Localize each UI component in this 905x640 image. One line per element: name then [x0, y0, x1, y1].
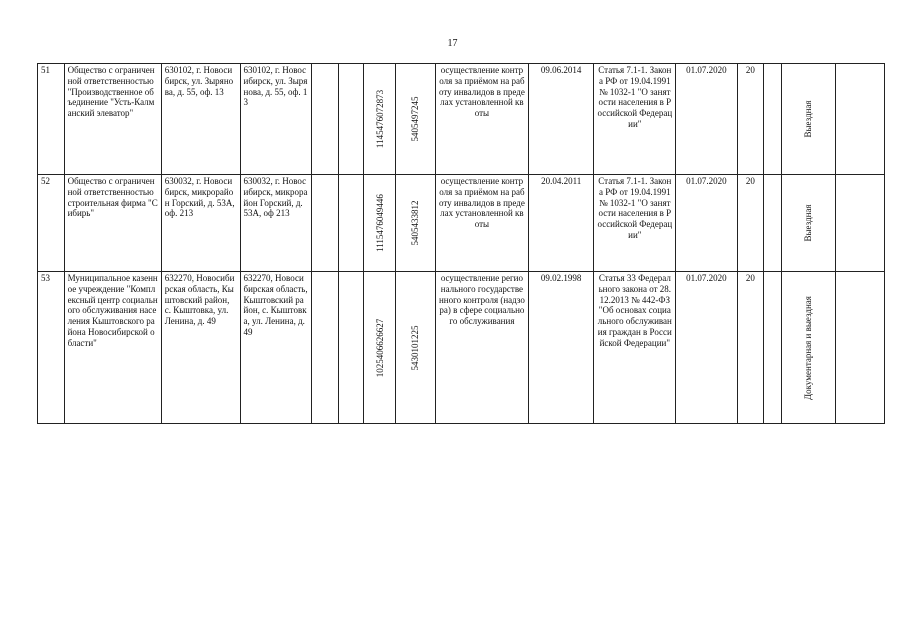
empty-cell	[835, 64, 884, 175]
inn-value: 5405497245	[410, 96, 421, 142]
inn-value: 5405433812	[410, 200, 421, 246]
row-number: 53	[38, 272, 65, 424]
inn-cell	[395, 175, 435, 272]
empty-cell	[312, 272, 339, 424]
organization-name: Муниципальное казенное учреждение "Комплексный центр социального обслуживания населения Кыштовского района Новосибирской области"	[64, 272, 161, 424]
start-date: 01.07.2020	[676, 175, 737, 272]
start-date: 01.07.2020	[676, 272, 737, 424]
empty-cell	[338, 272, 364, 424]
legal-address: 630102, г. Новосибирск, ул. Зырянова, д. 55, оф. 13	[161, 64, 240, 175]
table-row	[38, 175, 885, 272]
work-days: 20	[737, 272, 764, 424]
actual-address: 630032, г. Новосибирск, микрорайон Горский, д. 53А, оф 213	[240, 175, 312, 272]
ogrn-cell	[364, 64, 396, 175]
start-date: 01.07.2020	[676, 64, 737, 175]
inspection-form: Документарная и выездная	[803, 295, 814, 400]
ogrn-value: 1145476072873	[374, 89, 385, 149]
inspection-form: Выездная	[803, 204, 814, 242]
ogrn-cell	[364, 272, 396, 424]
ogrn-value: 1025406626627	[374, 318, 385, 377]
inspection-plan-table	[37, 63, 885, 424]
inn-value: 5430101225	[410, 325, 421, 370]
empty-cell	[764, 64, 781, 175]
inspection-purpose: осуществление контроля за приёмом на работу инвалидов в пределах установленной квоты	[435, 64, 528, 175]
actual-address: 632270, Новосибирская область, Кыштовский район, с. Кыштовка, ул. Ленина, д. 49	[240, 272, 312, 424]
table-row	[38, 64, 885, 175]
legal-basis: Статья 7.1-1. Закона РФ от 19.04.1991 № 1032-1 "О занятости населения в Российской Федерации"	[594, 64, 676, 175]
inspection-form: Выездная	[803, 100, 814, 138]
work-days: 20	[737, 64, 764, 175]
work-days: 20	[737, 175, 764, 272]
inspection-form-cell	[781, 272, 835, 424]
inspection-purpose: осуществление контроля за приёмом на работу инвалидов в пределах установленной квоты	[435, 175, 528, 272]
legal-basis: Статья 7.1-1. Закона РФ от 19.04.1991 № 1032-1 "О занятости населения в Российской Федерации"	[594, 175, 676, 272]
ogrn-cell	[364, 175, 396, 272]
empty-cell	[764, 175, 781, 272]
empty-cell	[835, 272, 884, 424]
table-row	[38, 272, 885, 424]
legal-basis: Статья 33 Федерального закона от 28.12.2013 № 442-ФЗ "Об основах социального обслуживания граждан в Российской Федерации"	[594, 272, 676, 424]
ogrn-value: 1115476049446	[374, 194, 385, 252]
organization-name: Общество с ограниченной ответственностью "Производственное объединение "Усть-Калманский элеватор"	[64, 64, 161, 175]
organization-name: Общество с ограниченной ответственностью строительная фирма "Сибирь"	[64, 175, 161, 272]
registration-date: 09.06.2014	[528, 64, 593, 175]
registration-date: 20.04.2011	[528, 175, 593, 272]
empty-cell	[312, 175, 339, 272]
legal-address: 632270, Новосибирская область, Кыштовский район, с. Кыштовка, ул. Ленина, д. 49	[161, 272, 240, 424]
empty-cell	[338, 175, 364, 272]
registration-date: 09.02.1998	[528, 272, 593, 424]
inspection-form-cell	[781, 64, 835, 175]
empty-cell	[764, 272, 781, 424]
empty-cell	[338, 64, 364, 175]
inn-cell	[395, 272, 435, 424]
inspection-purpose: осуществление регионального государственного контроля (надзора) в сфере социального обслуживания	[435, 272, 528, 424]
row-number: 52	[38, 175, 65, 272]
actual-address: 630102, г. Новосибирск, ул. Зырянова, д. 55, оф. 13	[240, 64, 312, 175]
legal-address: 630032, г. Новосибирск, микрорайон Горский, д. 53А, оф. 213	[161, 175, 240, 272]
inn-cell	[395, 64, 435, 175]
inspection-form-cell	[781, 175, 835, 272]
empty-cell	[835, 175, 884, 272]
row-number: 51	[38, 64, 65, 175]
page-number: 17	[447, 38, 458, 49]
empty-cell	[312, 64, 339, 175]
